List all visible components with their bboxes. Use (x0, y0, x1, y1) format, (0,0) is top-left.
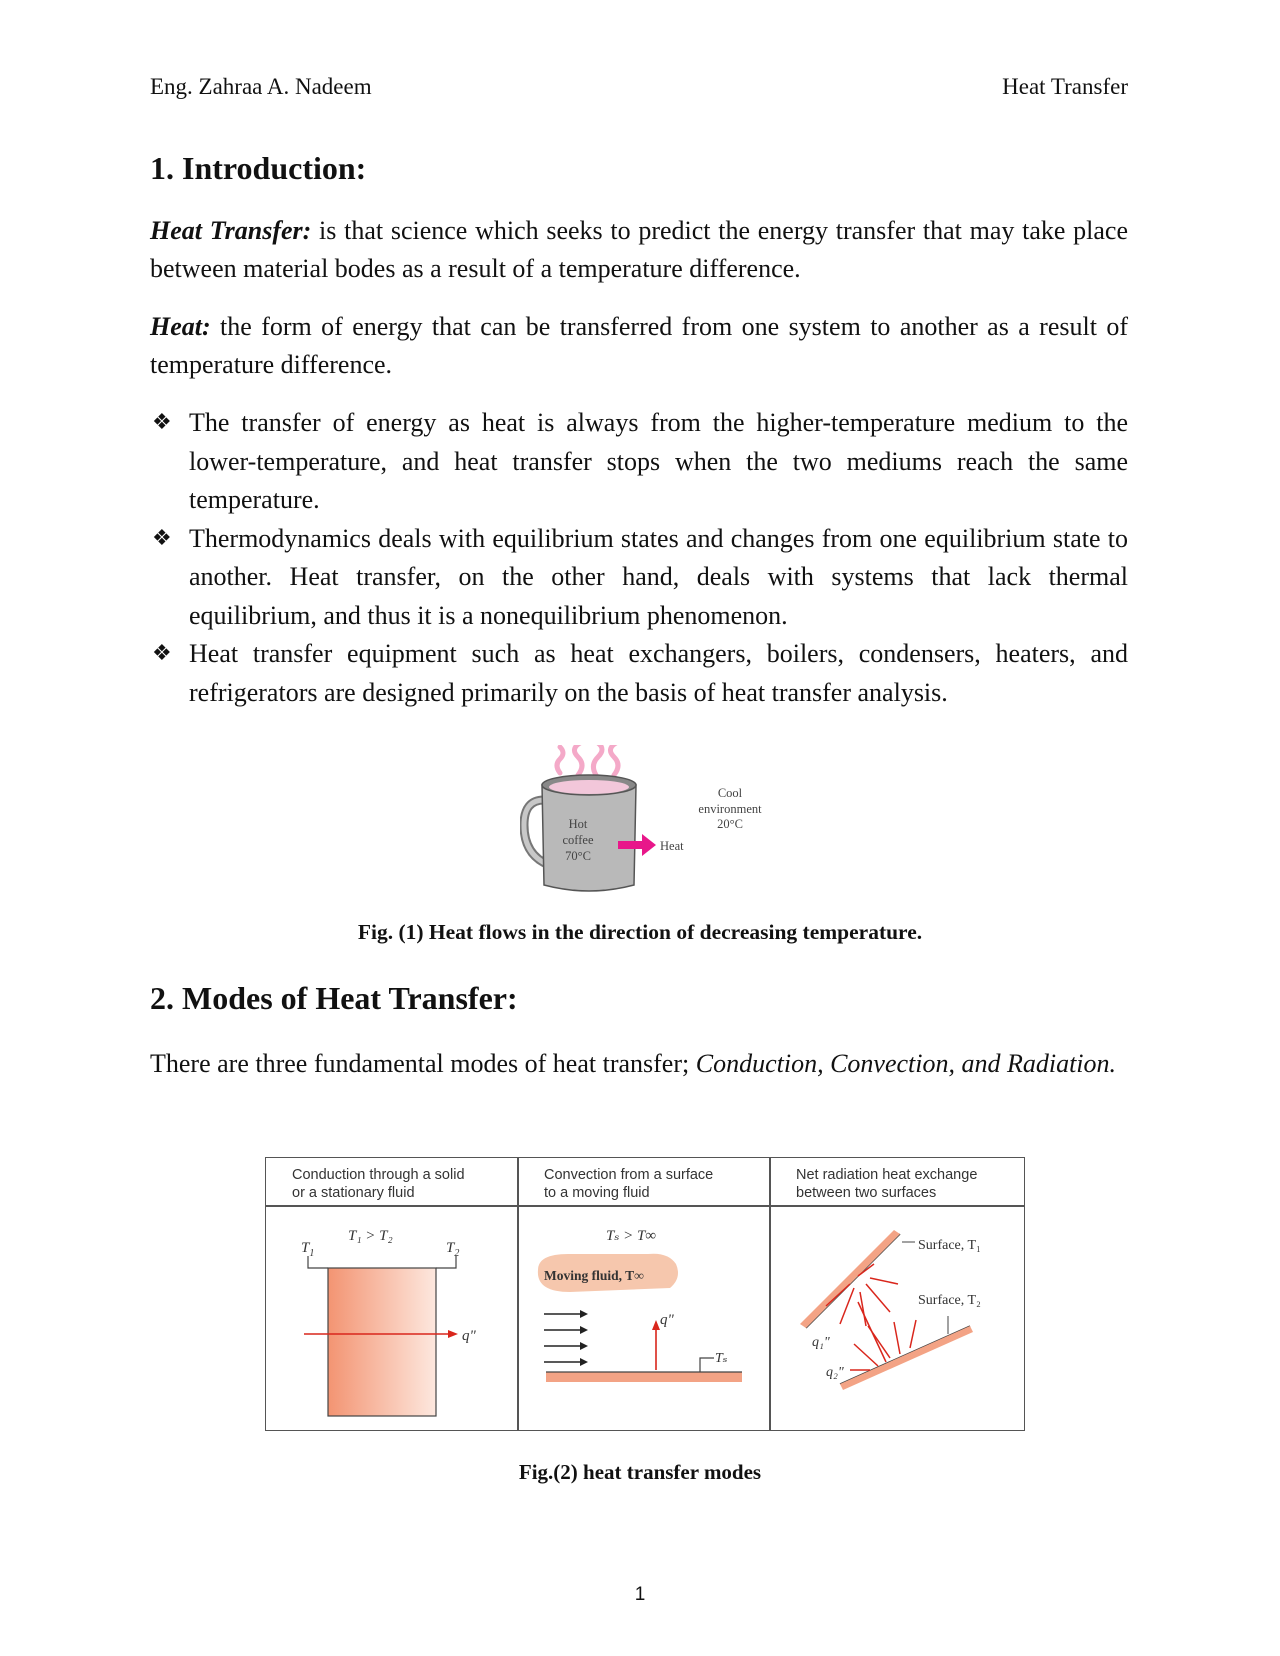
conduction-relation: T₁ > T₂ (348, 1228, 393, 1244)
surface-temperature-label: Tₛ (715, 1351, 728, 1366)
surface-1 (800, 1230, 900, 1328)
radiation-q1-label: q₁" (812, 1335, 830, 1350)
surface-2 (840, 1326, 973, 1390)
panel-convection (518, 1158, 769, 1430)
diamond-bullet-icon: ❖ (152, 641, 172, 666)
moving-fluid-label: Moving fluid, T∞ (544, 1268, 644, 1283)
environment-label: environment (698, 802, 762, 816)
definition-heat-text: the form of energy that can be transferred from one system to another as a result of temperature difference. (150, 312, 1128, 379)
mug-label-coffee: coffee (562, 833, 594, 847)
label-t1: $T_1$ (301, 1240, 315, 1259)
surface-2-label: Surface, T₂ (918, 1293, 981, 1308)
panel-conduction-title: Conduction through a solid or a stationary fluid (292, 1167, 465, 1201)
definition-heat (150, 308, 1128, 384)
label-t2: $T_2$ (446, 1240, 460, 1259)
conduction-flux-label: q" (462, 1328, 476, 1344)
modes-intro-text: There are three fundamental modes of heat transfer; (150, 1049, 696, 1078)
mug-label-temperature: 70°C (565, 849, 591, 863)
header-author: Eng. Zahraa A. Nadeem (150, 74, 372, 99)
radiation-q2-label: q₂" (826, 1365, 844, 1380)
section-1-title: 1. Introduction: (150, 150, 367, 186)
figure-1-caption: Fig. (1) Heat flows in the direction of decreasing temperature. (357, 920, 923, 944)
figure-2-caption: Fig.(2) heat transfer modes (518, 1460, 762, 1484)
term-heat-transfer: Heat Transfer: (150, 216, 312, 245)
solid-slab (328, 1268, 436, 1416)
section-2-title: 2. Modes of Heat Transfer: (150, 980, 518, 1016)
heat-arrow-label: Heat (660, 839, 684, 853)
diamond-bullet-icon: ❖ (152, 410, 172, 435)
bullet-list (150, 404, 1128, 712)
radiation-arrows-icon (826, 1264, 916, 1370)
panel-conduction (266, 1158, 517, 1430)
definition-heat-transfer (150, 212, 1128, 288)
steam-icon (557, 745, 618, 775)
term-heat: Heat: (150, 312, 211, 341)
radiation-diagram (770, 1206, 1024, 1430)
list-item: ❖ Heat transfer equipment such as heat exchangers, boilers, condensers, heaters, and refrigerators are designed primarily on the basis of heat transfer analysis. (150, 635, 1128, 712)
panel-radiation-title: Net radiation heat exchange between two surfaces (796, 1167, 978, 1201)
flow-arrows-icon (544, 1314, 580, 1362)
modes-intro-list: Conduction, Convection, and Radiation. (695, 1049, 1117, 1078)
convection-flux-label: q" (660, 1312, 674, 1328)
list-item: ❖ The transfer of energy as heat is always from the higher-temperature medium to the lower-temperature, and heat transfer stops when the two mediums reach the same temperature. (150, 404, 1128, 520)
figure-1-hot-coffee (520, 745, 820, 905)
convection-diagram (518, 1206, 769, 1430)
definition-heat-transfer-text: is that science which seeks to predict the energy transfer that may take place between material bodes as a result of a temperature difference. (150, 216, 1128, 283)
conduction-diagram (266, 1206, 517, 1430)
surface-1-label: Surface, T₁ (918, 1238, 981, 1253)
environment-label-cool: Cool (717, 786, 743, 800)
mug-label-hot: Hot (568, 817, 588, 831)
figure-2-heat-transfer-modes (265, 1157, 1025, 1431)
diamond-bullet-icon: ❖ (152, 525, 172, 551)
convection-relation: Tₛ > T∞ (606, 1228, 657, 1244)
heated-surface (546, 1372, 742, 1382)
panel-radiation (770, 1158, 1024, 1430)
page-number: 1 (634, 1584, 646, 1605)
header-subject: Heat Transfer (1002, 74, 1128, 99)
panel-convection-title: Convection from a surface to a moving fluid (544, 1167, 714, 1201)
list-item: ❖ Thermodynamics deals with equilibrium states and changes from one equilibrium state to another. Heat transfer, on the other hand, deals with systems that lack thermal equilibrium, and thus it is a nonequilibrium phenomenon. (150, 520, 1128, 636)
environment-label-temperature: 20°C (717, 817, 743, 831)
modes-intro (150, 1045, 1128, 1083)
